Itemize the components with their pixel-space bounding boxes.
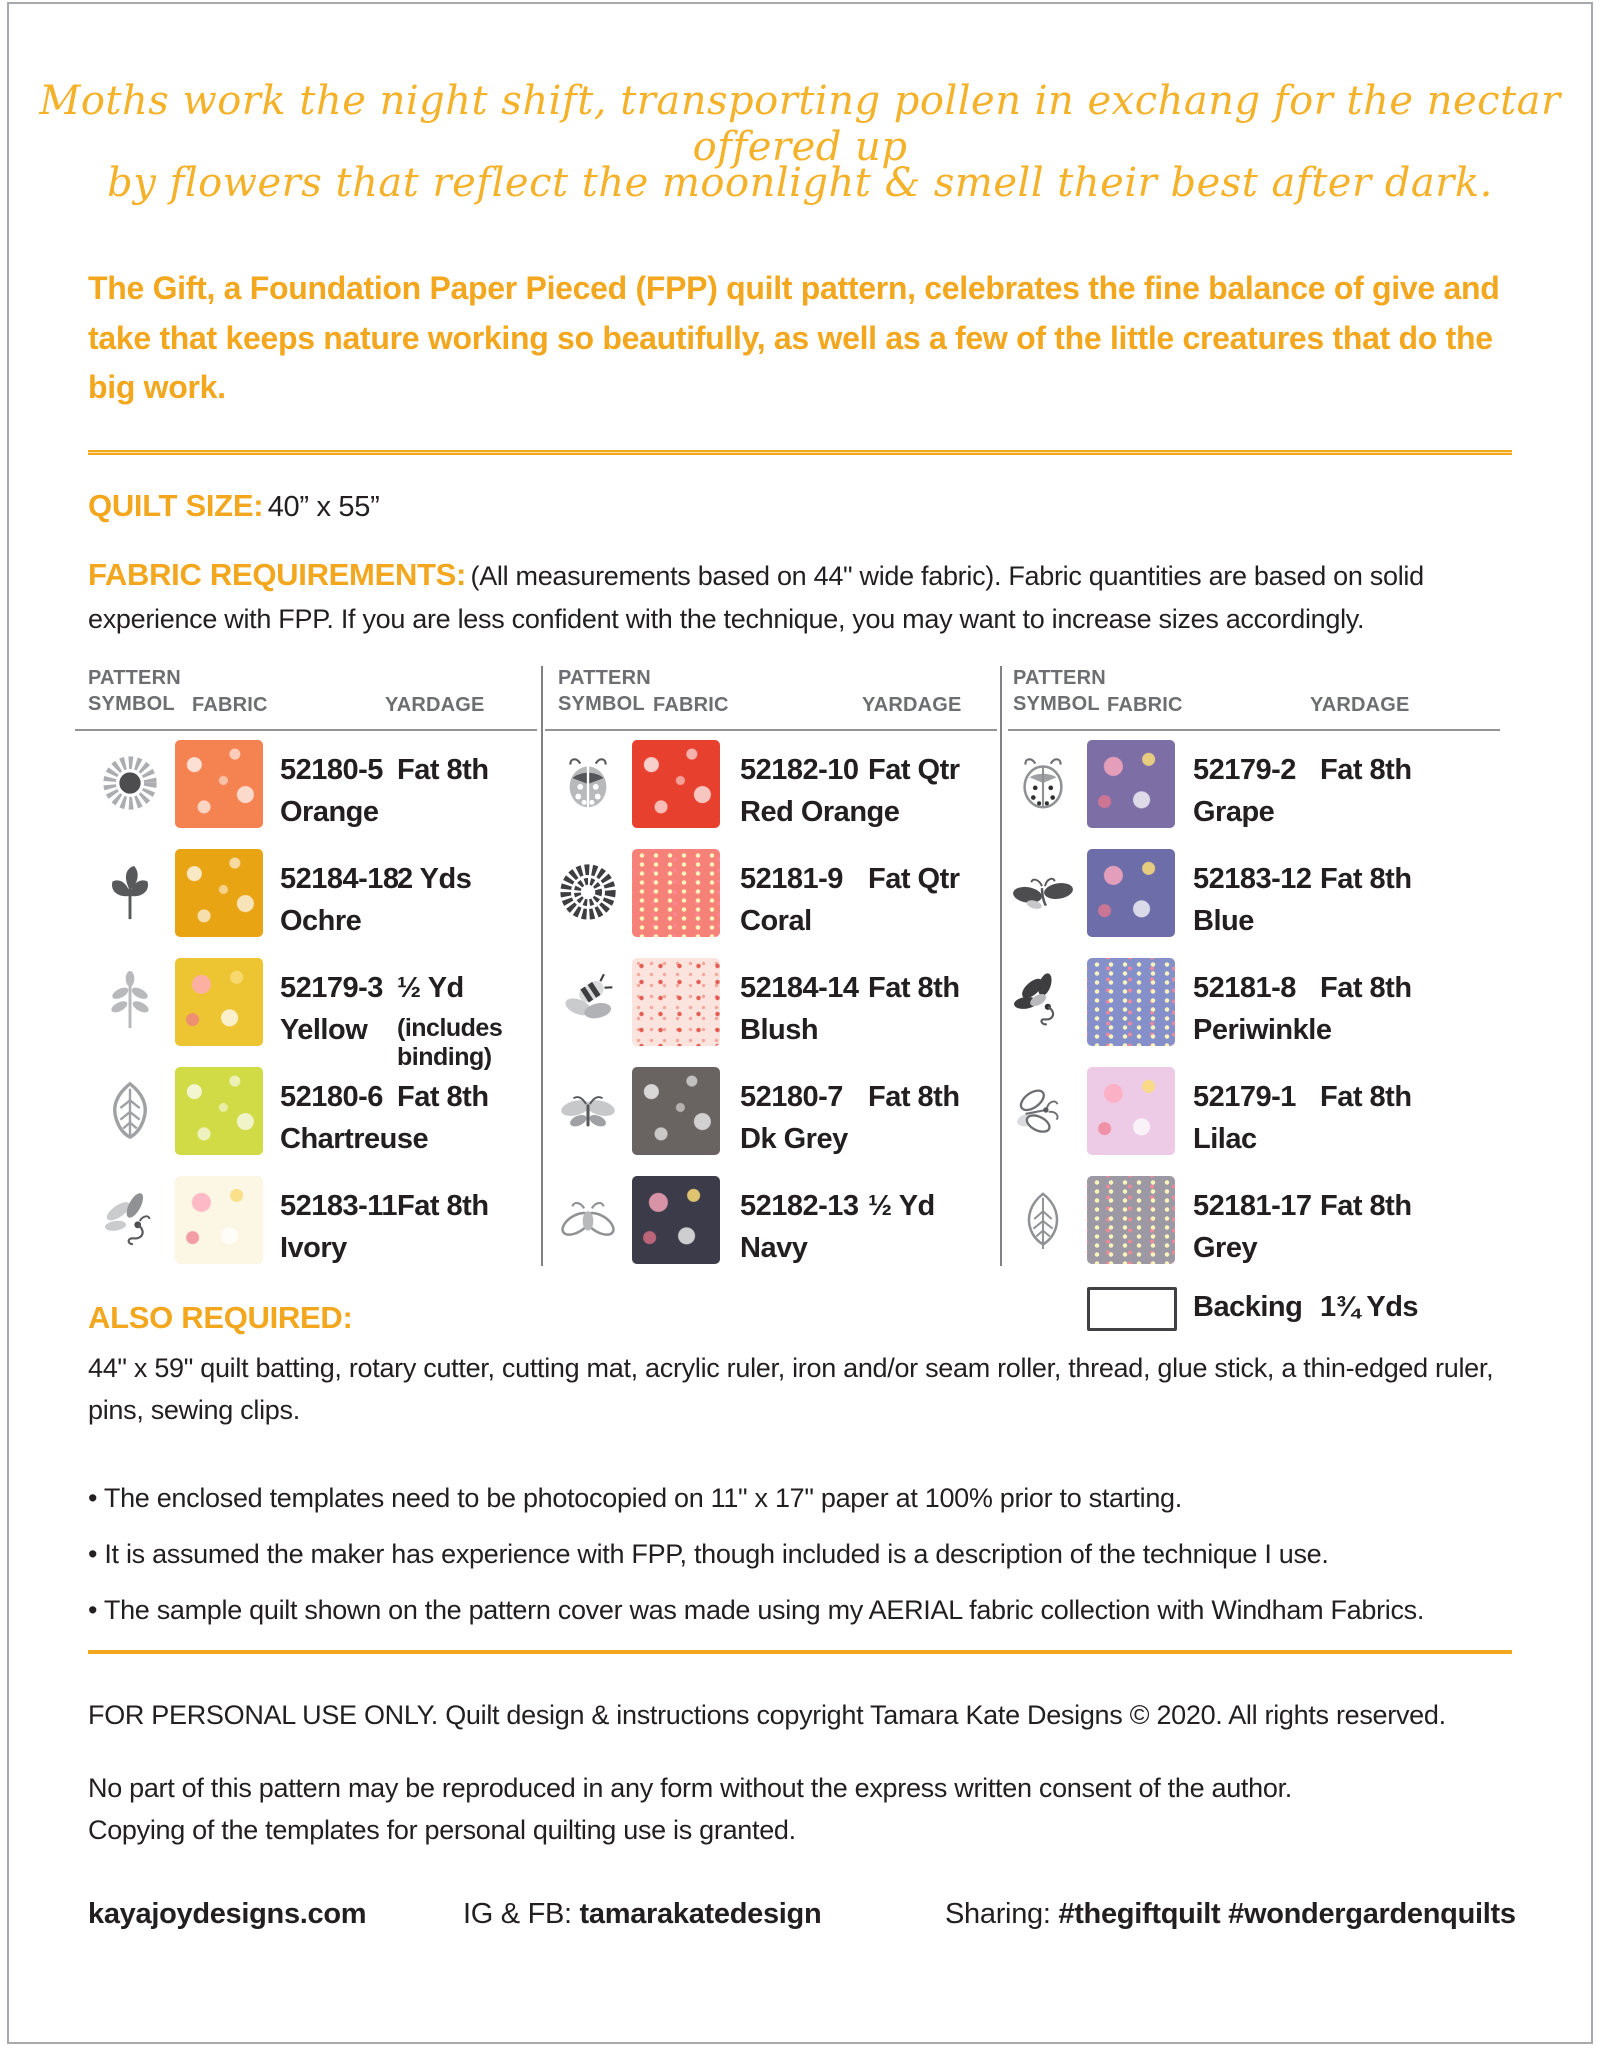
column-header-fabric: FABRIC: [653, 694, 729, 716]
fabric-name: Orange: [280, 796, 379, 828]
fabric-row: [75, 1067, 537, 1155]
column-header-fabric: FABRIC: [192, 694, 268, 716]
fabric-name: Ochre: [280, 905, 362, 937]
fabric-yardage-note: (includes binding): [397, 1014, 503, 1071]
leaf-outline-icon: [1012, 1188, 1074, 1250]
fabric-row: [1008, 1176, 1500, 1264]
fabric-swatch: [1087, 1067, 1175, 1155]
dahlia-icon: [557, 861, 619, 923]
fabric-swatch: [175, 849, 263, 937]
sharing-hashtags[interactable]: #thegiftquilt #wondergardenquilts: [1058, 1898, 1516, 1930]
header-rule: [545, 729, 997, 731]
fabric-code: 52181-17: [1193, 1190, 1312, 1222]
fabric-row: [75, 1176, 537, 1264]
header-pattern: PATTERN: [88, 667, 181, 689]
sunflower-icon: [99, 752, 161, 814]
fabric-swatch: [1087, 958, 1175, 1046]
fabric-requirements-text: (All measurements based on 44" wide fabric). Fabric quantities are based on solid experience with FPP. If you are less confident with the technique, you may want to increase sizes accordingly.: [88, 561, 1424, 634]
header-pattern: PATTERN: [1013, 667, 1106, 689]
fabric-requirements-label: FABRIC REQUIREMENTS:: [88, 557, 467, 592]
legal-line-2: No part of this pattern may be reproduced in any form without the express written consent of the author.: [88, 1773, 1292, 1803]
header-pattern: PATTERN: [558, 667, 651, 689]
fabric-name: Lilac: [1193, 1123, 1257, 1155]
fabric-name: Grey: [1193, 1232, 1258, 1264]
leaf-branch-icon: [99, 970, 161, 1032]
header-rule: [1008, 729, 1500, 731]
fabric-swatch: [175, 958, 263, 1046]
note-bullet-2: • It is assumed the maker has experience with FPP, though included is a description of the technique I use.: [88, 1539, 1553, 1570]
fabric-row: [545, 849, 997, 937]
fabric-code: 52179-2: [1193, 754, 1296, 786]
note-bullet-1: • The enclosed templates need to be photocopied on 11" x 17" paper at 100% prior to starting.: [88, 1483, 1553, 1514]
ladybug-icon: [557, 752, 619, 814]
backing-swatch: [1087, 1287, 1177, 1331]
fabric-code: 52181-9: [740, 863, 843, 895]
fabric-yardage: Fat Qtr: [868, 863, 960, 895]
fabric-swatch: [632, 958, 720, 1046]
social-label: IG & FB:: [463, 1898, 580, 1930]
header-symbol: SYMBOL: [558, 693, 645, 715]
dragonfly-icon: [99, 1188, 161, 1250]
website-link[interactable]: kayajoydesigns.com: [88, 1898, 367, 1930]
bee-icon: [557, 970, 619, 1032]
fabric-yardage: Fat Qtr: [868, 754, 960, 786]
fabric-yardage: Fat 8th: [1320, 972, 1412, 1004]
fabric-name: Ivory: [280, 1232, 347, 1264]
fabric-row: [75, 958, 537, 1071]
fabric-yardage: Fat 8th: [868, 972, 960, 1004]
fabric-row: [545, 958, 997, 1046]
column-header-yardage: YARDAGE: [385, 694, 485, 716]
fabric-name: Coral: [740, 905, 812, 937]
legal-line-1: FOR PERSONAL USE ONLY. Quilt design & instructions copyright Tamara Kate Designs © 2020. All rights reserved.: [88, 1700, 1446, 1730]
fabric-row: [1008, 740, 1500, 828]
backing-yardage: 1¾ Yds: [1320, 1291, 1419, 1323]
fabric-name: Periwinkle: [1193, 1014, 1332, 1046]
column-header-pattern-symbol: [88, 665, 181, 717]
parsley-sprig-icon: [99, 861, 161, 923]
fabric-row: [1008, 1067, 1500, 1155]
fabric-code: 52183-11: [280, 1190, 397, 1222]
fabric-code: 52183-12: [1193, 863, 1312, 895]
fabric-swatch: [175, 1067, 263, 1155]
column-header-yardage: YARDAGE: [862, 694, 962, 716]
fabric-name: Blush: [740, 1014, 819, 1046]
fabric-yardage: 2 Yds: [397, 863, 472, 895]
backing-label: Backing: [1193, 1291, 1303, 1323]
also-required-heading: [88, 1300, 352, 1336]
column-header-pattern-symbol: [558, 665, 651, 717]
fabric-name: Red Orange: [740, 796, 900, 828]
quilt-size-label: QUILT SIZE:: [88, 488, 264, 523]
fabric-row: [545, 1067, 997, 1155]
dragonfly-dark-icon: [1012, 970, 1074, 1032]
legal-lines-2-3: [88, 1768, 1553, 1852]
fabric-name: Grape: [1193, 796, 1275, 828]
moth-icon: [557, 1079, 619, 1141]
quilt-size-value: 40” x 55”: [267, 491, 380, 523]
also-required-text: 44" x 59" quilt batting, rotary cutter, cutting mat, acrylic ruler, iron and/or seam roller, thread, glue stick, a thin-edged ruler, pins, sewing clips.: [88, 1353, 1494, 1425]
divider-top: [88, 450, 1512, 455]
fabric-row: [75, 740, 537, 828]
header-rule: [75, 729, 537, 731]
fabric-row: [75, 849, 537, 937]
column-header-fabric: FABRIC: [1107, 694, 1183, 716]
fabric-code: 52184-14: [740, 972, 859, 1004]
also-required-label: ALSO REQUIRED:: [88, 1300, 353, 1335]
quilt-size-line: [88, 488, 379, 524]
fabric-name: Blue: [1193, 905, 1254, 937]
fabric-code: 52180-7: [740, 1081, 843, 1113]
tagline-line-2: by flowers that reflect the moonlight & smell their best after dark.: [107, 160, 1493, 206]
tagline-line-1: Moths work the night shift, transporting pollen in exchang for the nectar offered up: [39, 78, 1561, 170]
fabric-code: 52180-6: [280, 1081, 383, 1113]
header-symbol: SYMBOL: [1013, 693, 1100, 715]
fabric-code: 52180-5: [280, 754, 383, 786]
fabric-yardage: Fat 8th: [868, 1081, 960, 1113]
fabric-swatch: [632, 1067, 720, 1155]
fabric-yardage: Fat 8th: [1320, 1081, 1412, 1113]
fabric-row: [545, 1176, 997, 1264]
fabric-yardage: Fat 8th: [397, 754, 489, 786]
fabric-swatch: [1087, 1176, 1175, 1264]
fabric-code: 52182-13: [740, 1190, 859, 1222]
table-divider-1: [541, 666, 543, 1266]
fabric-swatch: [632, 740, 720, 828]
fabric-yardage: Fat 8th: [397, 1081, 489, 1113]
butterfly-dark-icon: [1012, 861, 1074, 923]
column-header-yardage: YARDAGE: [1310, 694, 1410, 716]
fabric-yardage: ½ Yd: [868, 1190, 935, 1222]
ladybug-outline-icon: [1012, 752, 1074, 814]
fabric-code: 52179-1: [1193, 1081, 1296, 1113]
firefly-icon: [557, 1188, 619, 1250]
fabric-code: 52184-18: [280, 863, 399, 895]
fabric-swatch: [175, 740, 263, 828]
social-line: [463, 1898, 821, 1931]
fabric-row: [1008, 958, 1500, 1046]
fabric-name: Chartreuse: [280, 1123, 429, 1155]
fabric-swatch: [1087, 740, 1175, 828]
fabric-yardage: Fat 8th: [1320, 754, 1412, 786]
divider-bottom: [88, 1650, 1512, 1654]
fabric-row: [1008, 849, 1500, 937]
intro-paragraph: The Gift, a Foundation Paper Pieced (FPP) quilt pattern, celebrates the fine balance of give and take that keeps nature working so beautifully, as well as a few of the little creatures that do the big work.: [88, 270, 1500, 406]
fabric-name: Dk Grey: [740, 1123, 848, 1155]
fabric-code: 52181-8: [1193, 972, 1296, 1004]
legal-line-3: Copying of the templates for personal quilting use is granted.: [88, 1814, 796, 1845]
fabric-requirements: [88, 552, 1548, 639]
oak-leaf-icon: [99, 1079, 161, 1141]
fabric-yardage: Fat 8th: [397, 1190, 489, 1222]
sharing-label: Sharing:: [945, 1898, 1059, 1930]
fabric-swatch: [175, 1176, 263, 1264]
fabric-swatch: [1087, 849, 1175, 937]
note-bullet-3: • The sample quilt shown on the pattern cover was made using my AERIAL fabric collection with Windham Fabrics.: [88, 1595, 1553, 1626]
table-divider-2: [1000, 666, 1002, 1266]
column-header-pattern-symbol: [1013, 665, 1106, 717]
fabric-yardage: ½ Yd: [397, 972, 464, 1004]
fabric-name: Yellow: [280, 1014, 368, 1046]
fabric-swatch: [632, 849, 720, 937]
fabric-yardage: Fat 8th: [1320, 863, 1412, 895]
fabric-name: Navy: [740, 1232, 808, 1264]
social-handle[interactable]: tamarakatedesign: [579, 1898, 822, 1930]
fabric-row: [545, 740, 997, 828]
fabric-code: 52179-3: [280, 972, 383, 1004]
fabric-swatch: [632, 1176, 720, 1264]
butterfly-outline-icon: [1012, 1079, 1074, 1141]
fabric-code: 52182-10: [740, 754, 859, 786]
sharing-line: [945, 1898, 1516, 1931]
header-symbol: SYMBOL: [88, 693, 175, 715]
fabric-yardage: Fat 8th: [1320, 1190, 1412, 1222]
